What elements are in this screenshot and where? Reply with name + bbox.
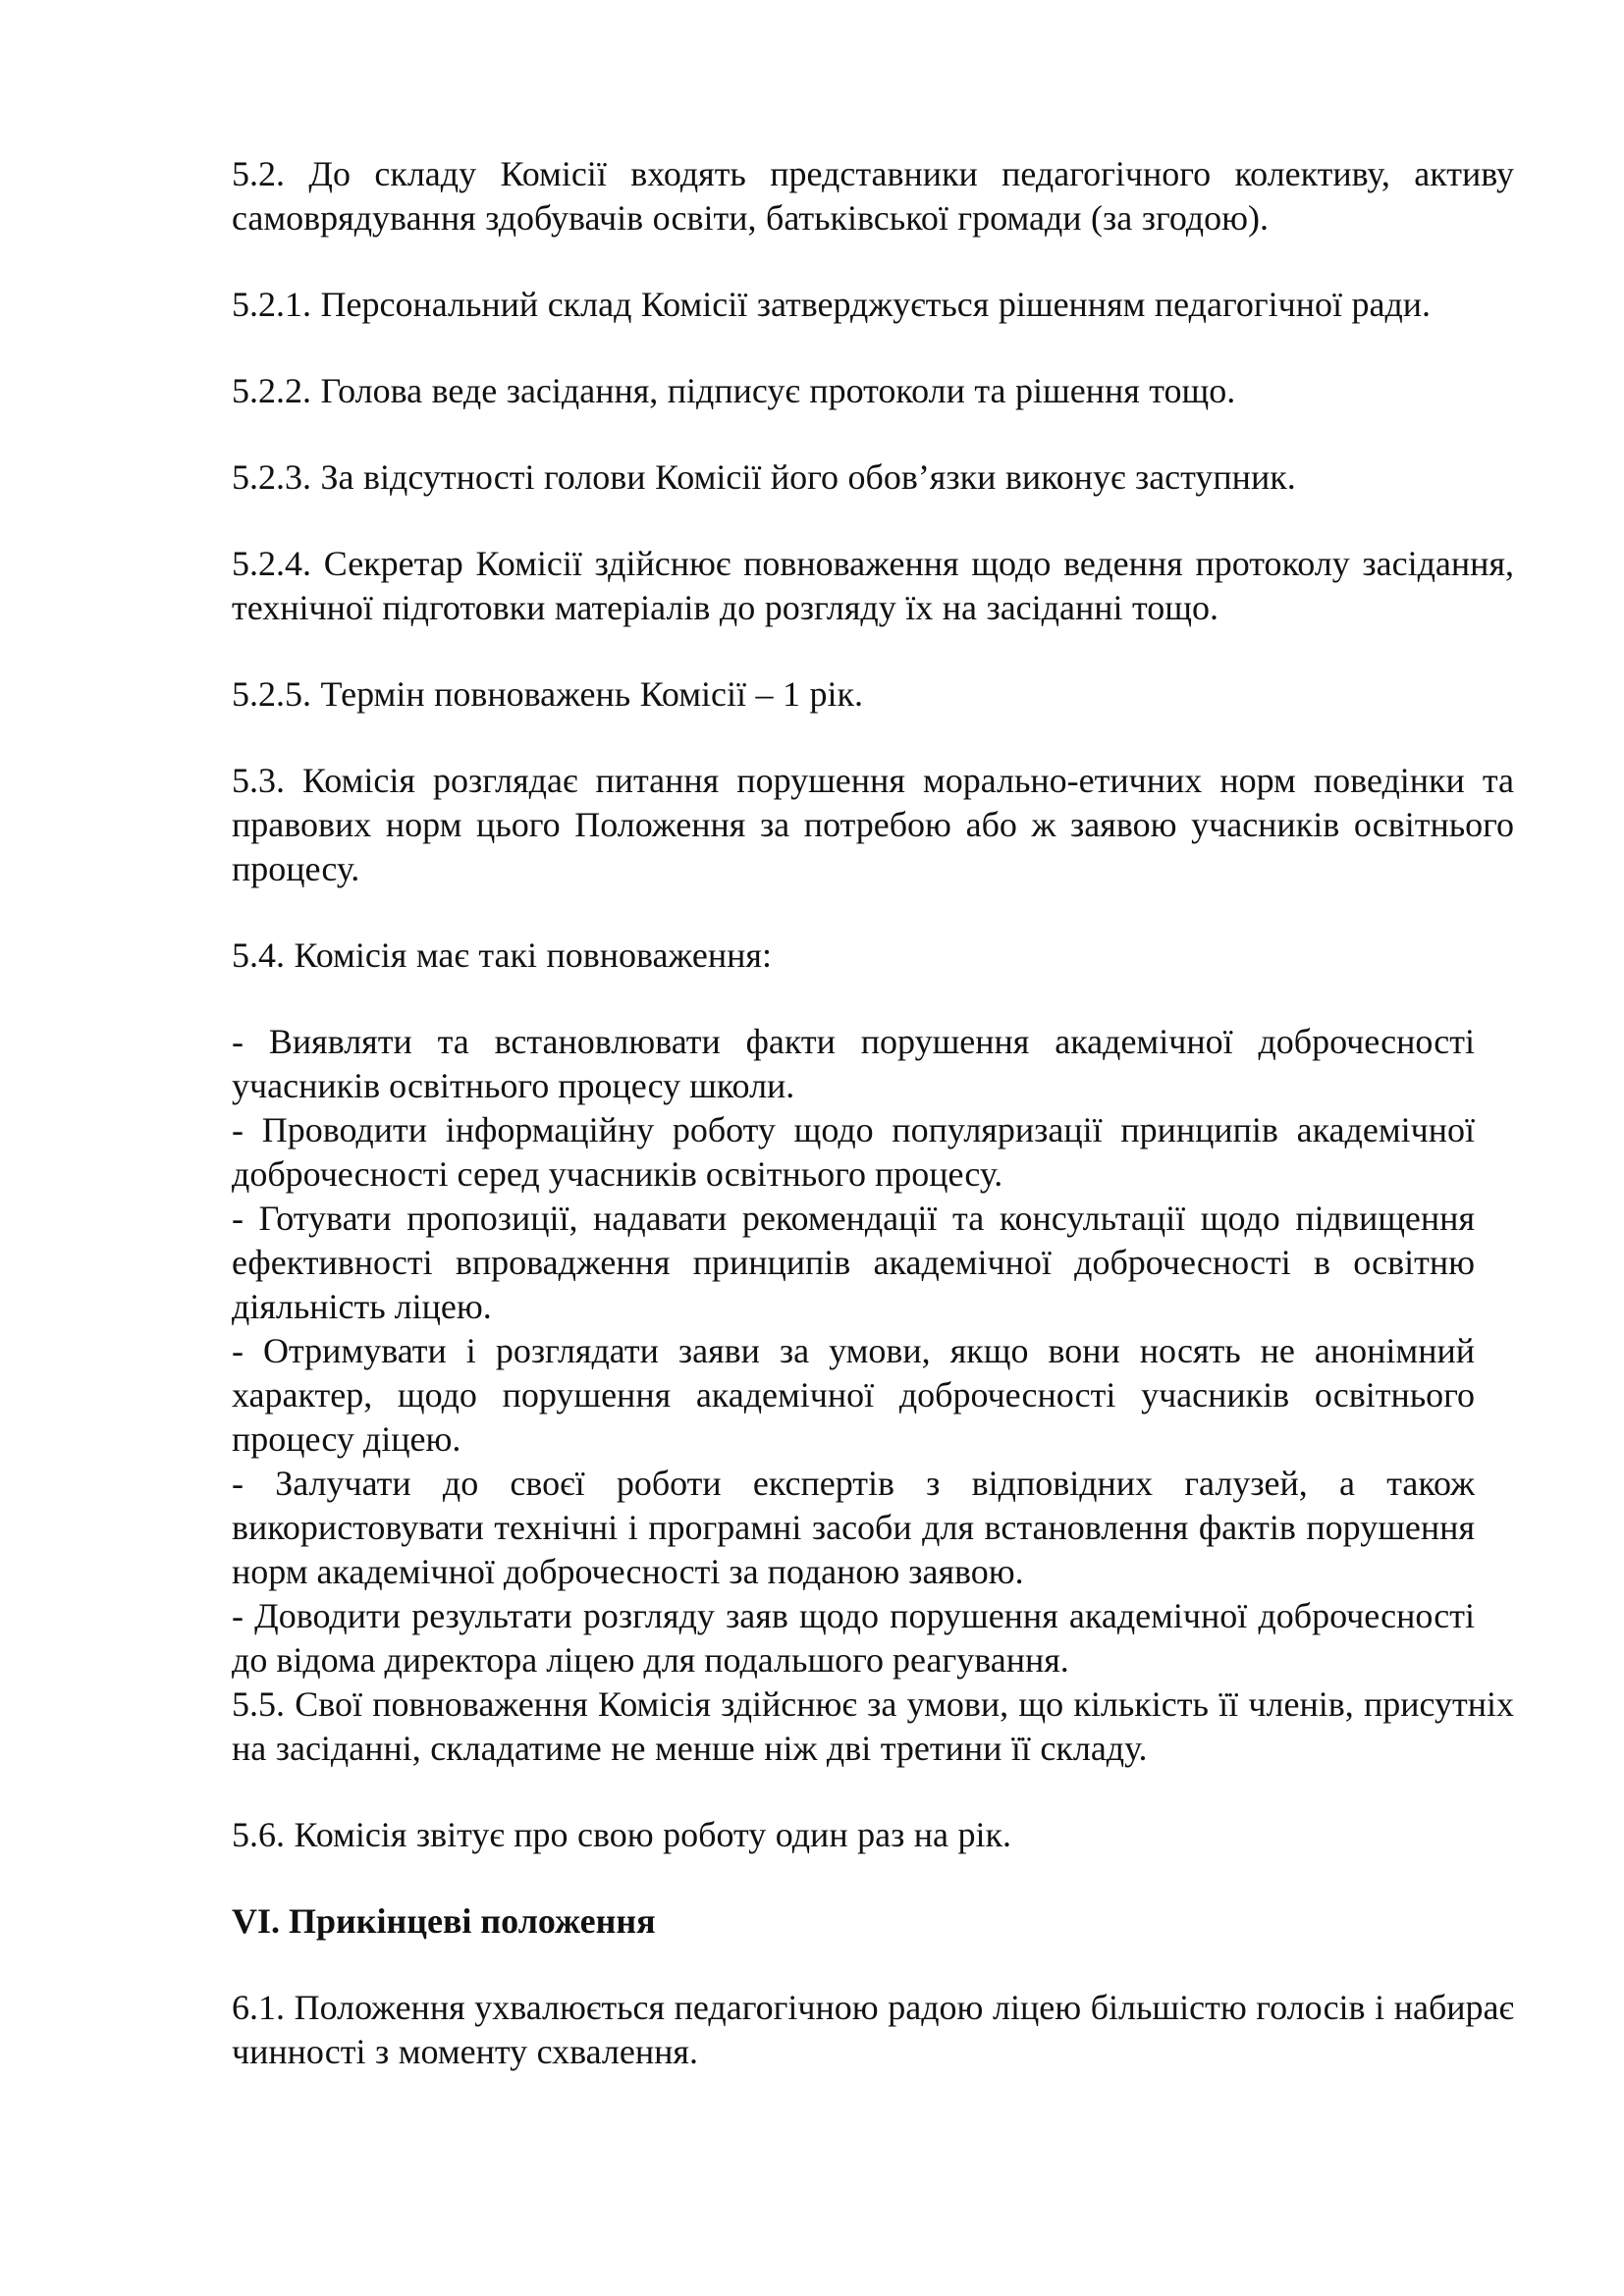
paragraph-6-1: 6.1. Положення ухвалюється педагогічною радою ліцею більшістю голосів і набирає чинності з моменту схвалення. — [232, 1988, 1514, 2071]
paragraph-5-6: 5.6. Комісія звітує про свою роботу один раз на рік. — [232, 1815, 1012, 1854]
list-item: - Виявляти та встановлювати факти порушення академічної доброчесності учасників освітнього процесу школи. — [232, 1022, 1475, 1105]
paragraph-5-2-1: 5.2.1. Персональний склад Комісії затверджується рішенням педагогічної ради. — [232, 285, 1432, 324]
paragraph-5-2-5: 5.2.5. Термін повноважень Комісії – 1 рік. — [232, 674, 863, 714]
paragraph-5-3: 5.3. Комісія розглядає питання порушення морально-етичних норм поведінки та правових норм цього Положення за потребою або ж заявою учасників освітнього процесу. — [232, 761, 1514, 888]
paragraph-5-2-4: 5.2.4. Секретар Комісії здійснює повноваження щодо ведення протоколу засідання, технічної підготовки матеріалів до розгляду їх на засіданні тощо. — [232, 544, 1514, 627]
paragraph-5-4: 5.4. Комісія має такі повноваження: — [232, 935, 772, 975]
section-6-heading: VI. Прикінцеві положення — [232, 1901, 656, 1941]
paragraph-5-5: 5.5. Свої повноваження Комісія здійснює за умови, що кількість її членів, присутніх на засіданні, складатиме не менше ніж дві третини її складу. — [232, 1684, 1514, 1768]
list-item: - Доводити результати розгляду заяв щодо порушення академічної доброчесності до відома директора ліцею для подальшого реагування. — [232, 1596, 1475, 1680]
list-item: - Проводити інформаційну роботу щодо популяризації принципів академічної доброчесності серед учасників освітнього процесу. — [232, 1110, 1475, 1194]
paragraph-5-2: 5.2. До складу Комісії входять представники педагогічного колективу, активу самоврядування здобувачів освіти, батьківської громади (за згодою). — [232, 154, 1514, 238]
list-item: - Залучати до своєї роботи експертів з відповідних галузей, а також використовувати технічні і програмні засоби для встановлення фактів порушення норм академічної доброчесності за поданою заявою. — [232, 1464, 1475, 1591]
paragraph-5-2-2: 5.2.2. Голова веде засідання, підписує протоколи та рішення тощо. — [232, 371, 1236, 410]
document-body — [232, 152, 1514, 2116]
list-item: - Готувати пропозиції, надавати рекомендації та консультації щодо підвищення ефективності впровадження принципів академічної доброчесності в освітню діяльність ліцею. — [232, 1199, 1475, 1326]
powers-list — [232, 1020, 1475, 1682]
paragraph-5-2-3: 5.2.3. За відсутності голови Комісії його обов’язки виконує заступник. — [232, 457, 1296, 497]
list-item: - Отримувати і розглядати заяви за умови, якщо вони носять не анонімний характер, щодо порушення академічної доброчесності учасників освітнього процесу діцею. — [232, 1331, 1475, 1459]
